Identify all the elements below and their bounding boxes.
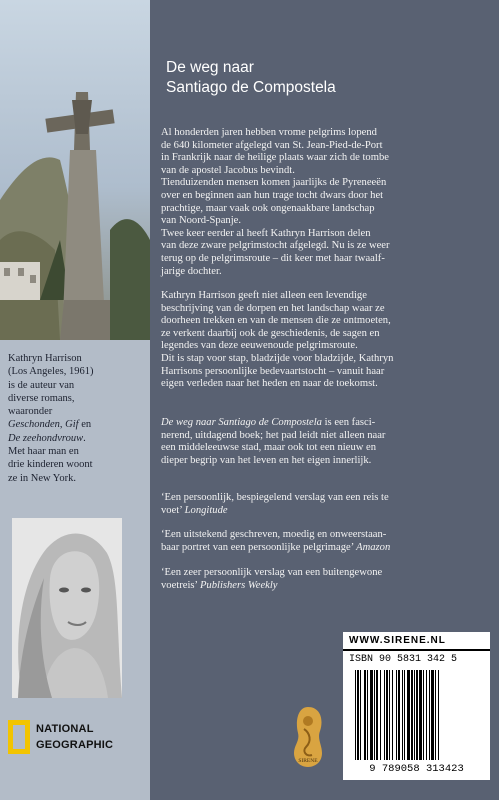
isbn-text: ISBN 90 5831 342 5 xyxy=(349,654,458,665)
review-quote xyxy=(161,492,493,517)
bio-line: Met haar man en xyxy=(8,446,79,458)
bio-line: Kathryn Harrison xyxy=(8,353,82,364)
barcode-bar xyxy=(396,670,397,760)
text-line: ‘Een zeer persoonlijk verslag van een buitengewone xyxy=(161,567,383,578)
barcode-number: 9 789058 313423 xyxy=(369,763,464,775)
bio-line xyxy=(8,418,148,431)
title-line: Santiago de Compostela xyxy=(166,79,336,96)
quote-source: Publishers Weekly xyxy=(199,579,278,591)
barcode-bar xyxy=(392,670,393,760)
bio-line: diverse romans, xyxy=(8,392,75,404)
bio-line xyxy=(8,432,148,445)
bio-line: ze in New York. xyxy=(8,472,76,484)
text-line: van Noord-Spanje. xyxy=(161,215,242,227)
barcode-bar xyxy=(404,670,405,760)
barcode-bar xyxy=(429,670,430,760)
paragraph-summary xyxy=(161,417,493,467)
logo-line: NATIONAL xyxy=(36,723,94,735)
text-line: legendes van deze eeuwenoude pelgrimsroute. xyxy=(161,340,358,352)
barcode-bar xyxy=(386,670,388,760)
barcode-bar xyxy=(364,670,366,760)
text-line xyxy=(161,417,493,430)
text-line: ze verkent daarbij ook de geschiedenis, de sagen en xyxy=(161,327,380,339)
yellow-frame-icon xyxy=(8,720,30,754)
barcode-bar xyxy=(438,670,439,760)
book-title-heading xyxy=(166,58,486,98)
separator: , xyxy=(59,419,66,431)
text-line: Tienduizenden mensen komen jaarlijks de Pyreneeën xyxy=(161,177,387,189)
text-line: prachtige, maar vaak ook ongenaakbare landschap xyxy=(161,202,375,214)
text-line: een middeleeuwse stad, maar ook tot een nieuw en xyxy=(161,442,377,454)
author-bio xyxy=(8,352,148,485)
text-span: voetreis’ xyxy=(161,579,200,591)
text-line: van deze zware pelgrimstocht afgelegd. Nu is ze weer xyxy=(161,240,390,252)
text-line xyxy=(161,542,493,555)
bio-line: waaronder xyxy=(8,406,53,418)
text-line: doorheen trekken en van de mensen die ze ontmoeten, xyxy=(161,315,391,327)
text-line: Kathryn Harrison geeft niet alleen een levendige xyxy=(161,290,367,301)
barcode-bar xyxy=(357,670,359,760)
text-line: Twee keer eerder al heeft Kathryn Harrison delen xyxy=(161,227,371,239)
barcode-bar xyxy=(389,670,390,760)
book-title: Geschonden xyxy=(8,419,60,431)
barcode-bar xyxy=(370,670,373,760)
barcode-bar xyxy=(435,670,436,760)
review-quote xyxy=(161,567,493,592)
divider xyxy=(343,649,490,651)
barcode-bar xyxy=(384,670,385,760)
text-line: eigen verleden naar het heden en naar de toekomst. xyxy=(161,378,378,390)
text-line: beschrijving van de dorpen en het landschap waar ze xyxy=(161,302,385,314)
author-photo xyxy=(12,518,122,698)
text-line xyxy=(161,505,493,518)
sirene-label: SIRENE xyxy=(298,758,318,764)
barcode-bar xyxy=(374,670,375,760)
connector: en xyxy=(78,419,92,431)
barcode-bar xyxy=(360,670,361,760)
barcode-bar xyxy=(426,670,427,760)
barcode-bar xyxy=(367,670,368,760)
publisher-url: WWW.SIRENE.NL xyxy=(349,635,446,646)
bio-line: (Los Angeles, 1961) xyxy=(8,366,94,378)
text-line: in Frankrijk naar de heilige plaats waar zich de tombe xyxy=(161,152,389,164)
barcode-bar xyxy=(402,670,403,760)
paragraph-intro xyxy=(161,127,493,278)
text-span: voet’ xyxy=(161,504,185,516)
period: . xyxy=(83,432,86,444)
text-line: over en beginnen aan hun trage tocht dwars door het xyxy=(161,189,384,201)
sirene-logo xyxy=(290,705,326,769)
isbn-barcode-box xyxy=(343,632,490,780)
text-line: van de apostel Jacobus bevindt. xyxy=(161,164,295,176)
stone-cross-photo xyxy=(0,0,150,340)
quote-source: Amazon xyxy=(356,541,391,553)
text-line: jarige dochter. xyxy=(161,265,222,277)
text-line: Al honderden jaren hebben vrome pelgrims lopend xyxy=(161,127,377,138)
text-line: ‘Een persoonlijk, bespiegelend verslag van een reis te xyxy=(161,492,389,503)
text-line: Dit is stap voor stap, bladzijde voor bladzijde, Kathryn xyxy=(161,352,394,364)
barcode-bar xyxy=(376,670,378,760)
barcode-bar xyxy=(407,670,410,760)
paragraph-description xyxy=(161,290,493,391)
logo-line: GEOGRAPHIC xyxy=(36,739,114,751)
barcode-bar xyxy=(414,670,415,760)
barcode-bar xyxy=(380,670,381,760)
barcode-bar xyxy=(411,670,413,760)
quote-source: Longitude xyxy=(184,504,228,516)
text-span: is een fasci- xyxy=(321,417,376,428)
book-title-inline: De weg naar Santiago de Compostela xyxy=(161,417,322,428)
barcode-bar xyxy=(355,670,356,760)
text-line: de 640 kilometer afgelegd van St. Jean-Pied-de-Port xyxy=(161,139,383,151)
barcode xyxy=(353,670,481,760)
bio-line: drie kinderen woont xyxy=(8,459,93,471)
title-line: De weg naar xyxy=(166,59,254,76)
text-line: ‘Een uitstekend geschreven, moedig en onweerstaan- xyxy=(161,529,387,540)
text-span: baar portret van een persoonlijke pelgrimage’ xyxy=(161,541,357,553)
barcode-bar xyxy=(419,670,422,760)
barcode-bar xyxy=(416,670,418,760)
text-line: nerend, uitdagend boek; het pad leidt niet alleen naar xyxy=(161,429,386,441)
text-line: Harrisons persoonlijke bedevaartstocht – vanuit haar xyxy=(161,365,385,377)
book-title: De zeehondvrouw xyxy=(8,432,84,444)
barcode-bar xyxy=(431,670,434,760)
text-line: dieper begrip van het leven en het eigen innerlijk. xyxy=(161,454,372,466)
barcode-bar xyxy=(398,670,400,760)
text-line: terug op de pelgrimsroute – dit keer met haar twaalf- xyxy=(161,252,385,264)
book-title: Gif xyxy=(65,419,79,431)
national-geographic-logo xyxy=(8,718,148,758)
text-line xyxy=(161,580,493,593)
review-quote xyxy=(161,529,493,554)
bio-line: is de auteur van xyxy=(8,379,75,391)
barcode-bar xyxy=(423,670,424,760)
